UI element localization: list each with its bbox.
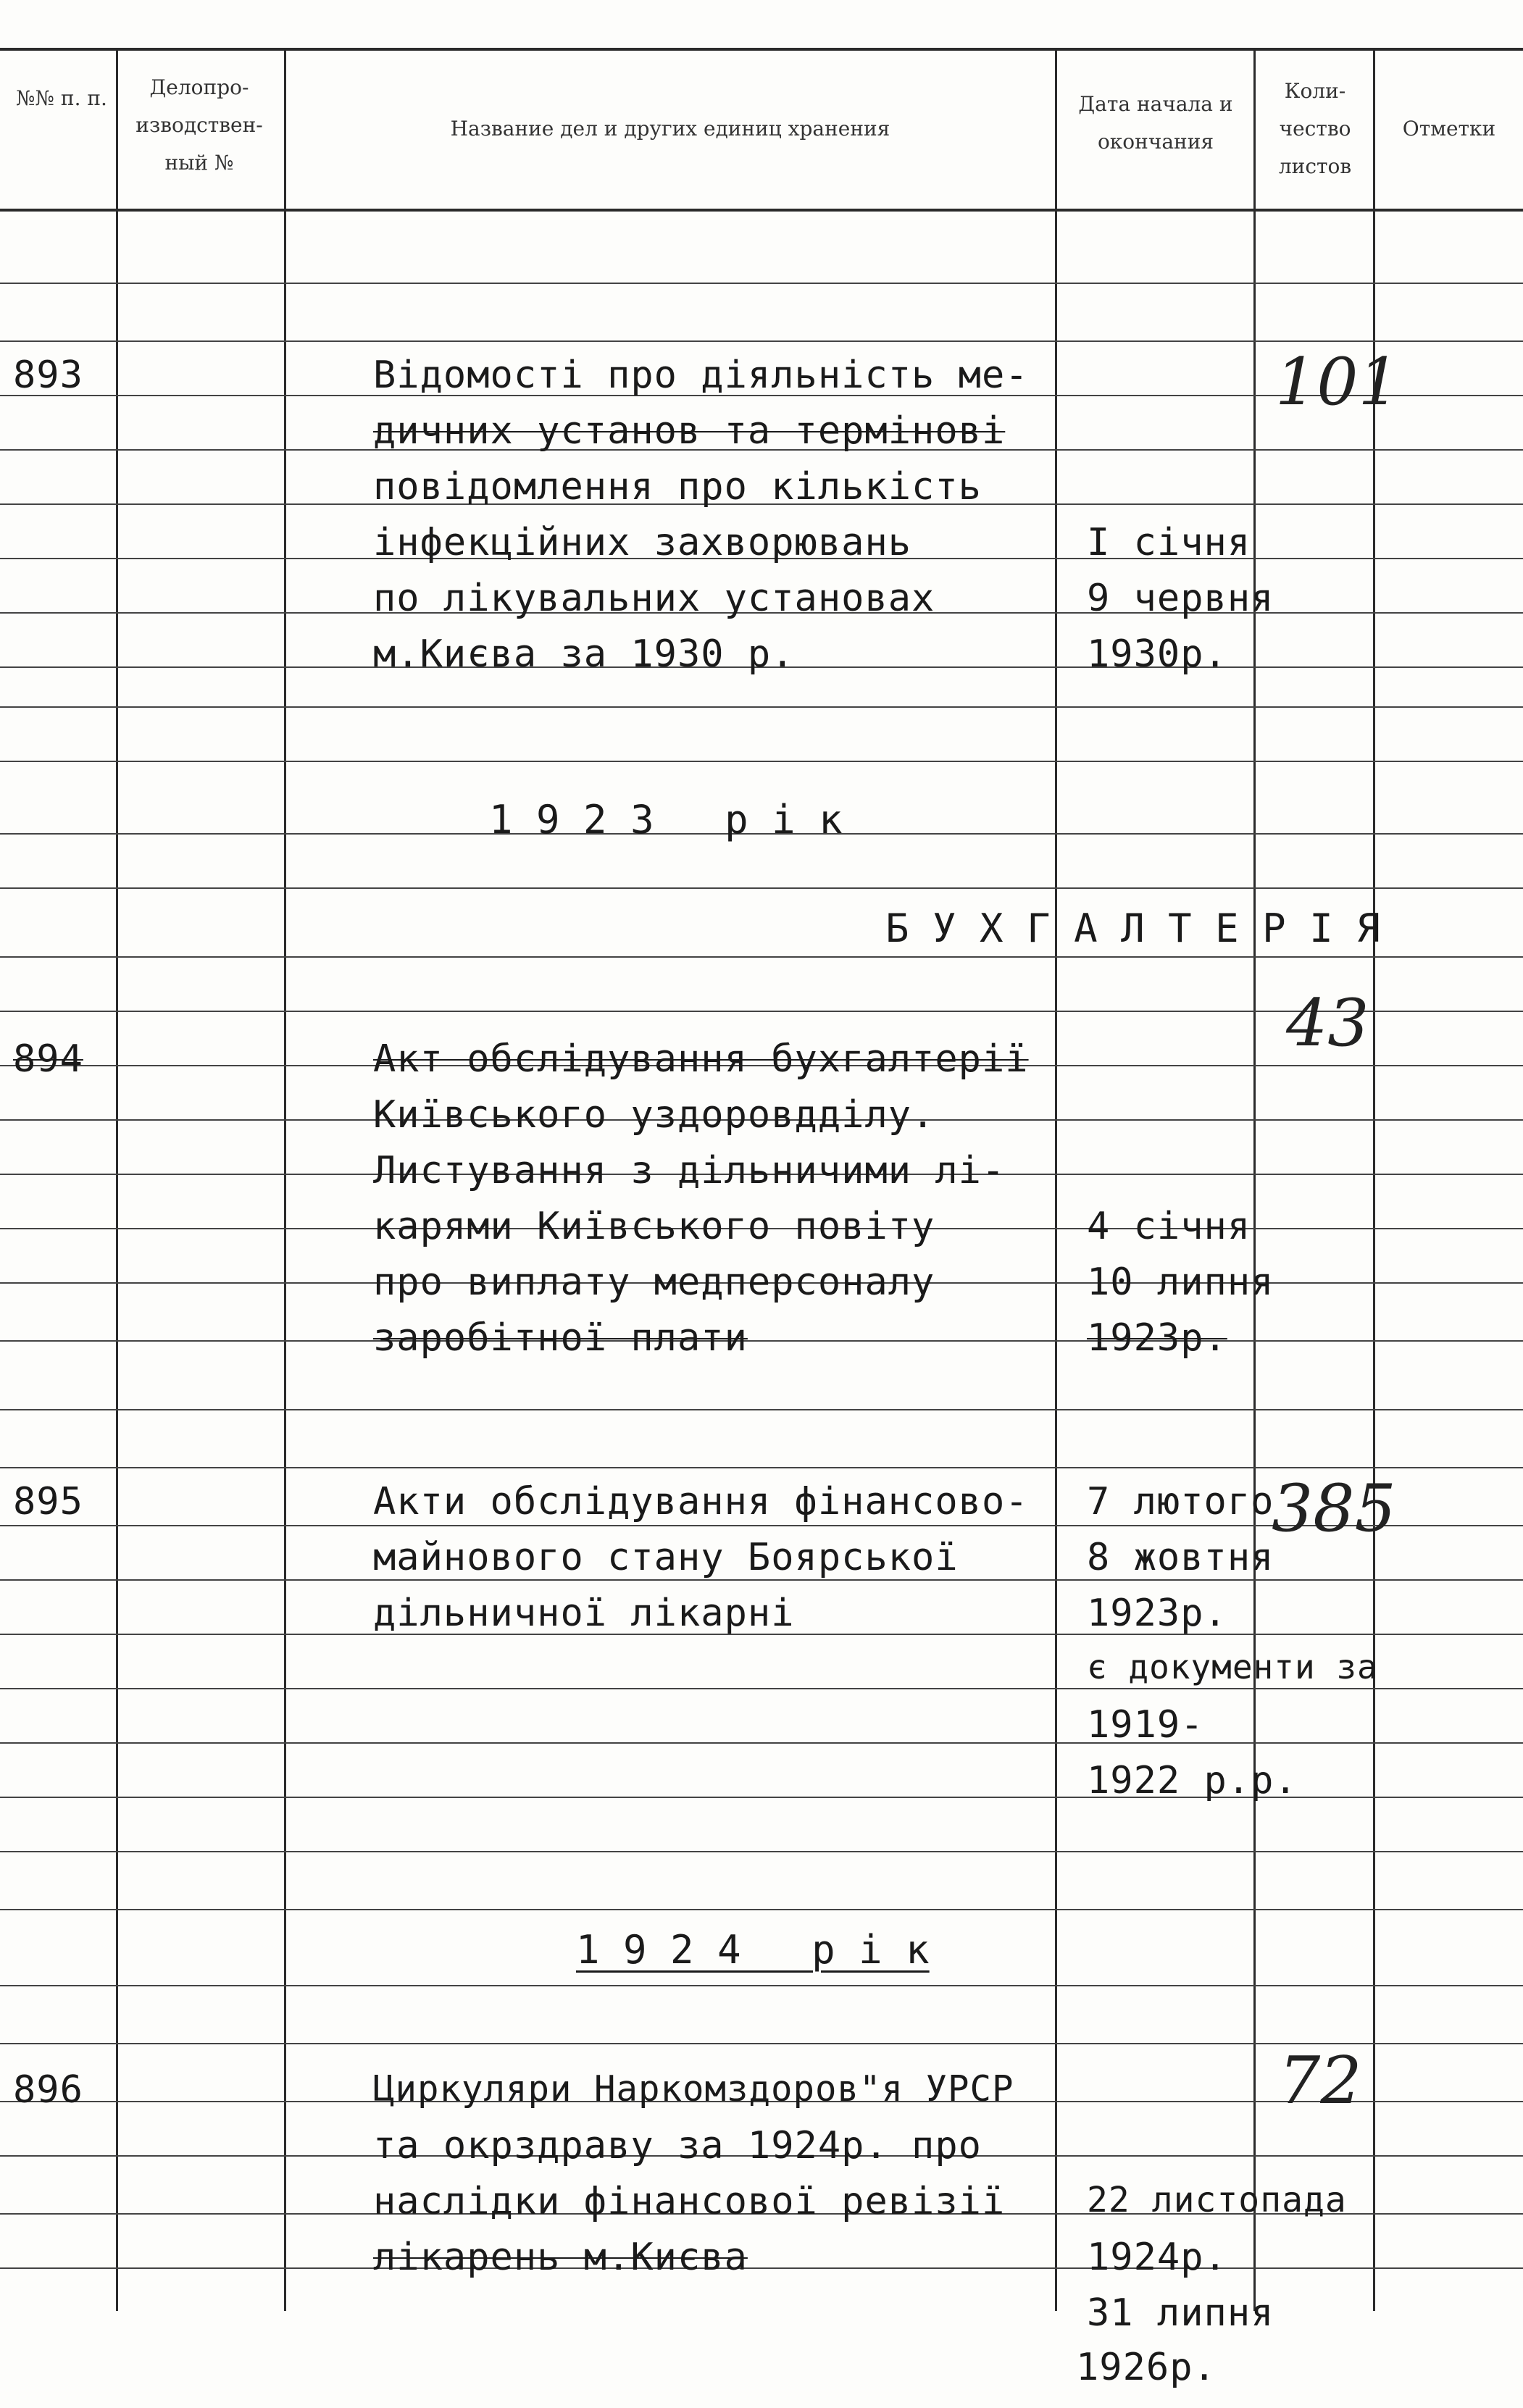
- top-rule: [0, 48, 1523, 51]
- entry-date-line: I січня: [1087, 521, 1251, 564]
- entry-title-line: Відомості про діяльність ме-: [373, 354, 1029, 397]
- row-rule: [0, 956, 1523, 958]
- entry-date-line: 8 жовтня: [1087, 1536, 1274, 1579]
- row-rule: [0, 1742, 1523, 1744]
- section-accounting: Б У Х Г А Л Т Е Р І Я: [885, 906, 1380, 951]
- entry-sheet-count: 72: [1279, 2043, 1362, 2119]
- row-rule: [0, 1409, 1523, 1410]
- section-year-1923: 1 9 2 3 р і к: [489, 797, 843, 843]
- entry-title-line: Київського уздоровдділу.: [373, 1093, 935, 1137]
- entry-title-line: та окрздраву за 1924р. про: [373, 2124, 982, 2167]
- entry-date-line: 1919-: [1087, 1703, 1204, 1747]
- entry-title-line: повідомлення про кількість: [373, 465, 982, 509]
- entry-date-line: 31 липня: [1087, 2291, 1274, 2335]
- header-rule: [0, 209, 1523, 212]
- header-count: Коли- чество листов: [1278, 79, 1352, 178]
- entry-title-line: Листування з дільничими лі-: [373, 1149, 1006, 1192]
- entry-title-line: дичних установ та термінові: [373, 409, 1006, 453]
- entry-title-line: Акт обслідування бухгалтерії: [373, 1037, 1029, 1081]
- section-year-1924: 1 9 2 4 р і к: [576, 1927, 930, 1973]
- entry-number: 893: [13, 354, 83, 397]
- row-rule: [0, 1340, 1523, 1342]
- entry-date-line: 1923р.: [1087, 1592, 1227, 1635]
- row-rule: [0, 1688, 1523, 1689]
- entry-title-line: наслідки фінансової ревізії: [373, 2180, 1006, 2223]
- header-number: №№ п. п.: [16, 86, 107, 110]
- col-divider-2: [284, 51, 286, 2311]
- header-title: Название дел и других единиц хранения: [450, 117, 890, 141]
- header-office-no: Делопро- изводствен- ный №: [135, 75, 263, 175]
- entry-title-line: Циркуляри Наркомздоров"я УРСР: [373, 2068, 1014, 2110]
- col-divider-1: [116, 51, 118, 2311]
- row-rule: [0, 887, 1523, 889]
- entry-title-line: про виплату медперсоналу: [373, 1261, 935, 1304]
- entry-title-line: майнового стану Боярської: [373, 1536, 959, 1579]
- col-divider-3: [1055, 51, 1057, 2311]
- entry-number: 896: [13, 2068, 83, 2112]
- entry-title-line: карями Київського повіту: [373, 1205, 935, 1248]
- entry-title-line: м.Києва за 1930 р.: [373, 632, 795, 676]
- entry-date-line: 22 листопада: [1087, 2180, 1347, 2220]
- entry-title-line: лікарень м.Києва: [373, 2236, 748, 2279]
- entry-date-line: 1924р.: [1087, 2236, 1227, 2279]
- entry-number: 895: [13, 1480, 83, 1523]
- entry-title-line: Акти обслідування фінансово-: [373, 1480, 1029, 1523]
- row-rule: [0, 1909, 1523, 1910]
- entry-date-line: 1923р.: [1087, 1316, 1227, 1360]
- col-divider-4: [1253, 51, 1256, 2311]
- header-dates: Дата начала и окончания: [1078, 92, 1233, 154]
- row-rule: [0, 706, 1523, 708]
- row-rule: [0, 1579, 1523, 1581]
- row-rule: [0, 340, 1523, 342]
- entry-date-line: 4 січня: [1087, 1205, 1251, 1248]
- header-notes: Отметки: [1402, 117, 1496, 141]
- entry-title-line: інфекційних захворювань: [373, 521, 912, 564]
- row-rule: [0, 283, 1523, 284]
- entry-date-line: 1930р.: [1087, 632, 1227, 676]
- row-rule: [0, 1985, 1523, 1986]
- row-rule: [0, 1467, 1523, 1468]
- entry-sheet-count: 43: [1286, 985, 1369, 1061]
- row-rule: [0, 1851, 1523, 1852]
- entry-number: 894: [13, 1037, 83, 1081]
- entry-date-line: є документи за: [1087, 1647, 1378, 1686]
- row-rule: [0, 761, 1523, 762]
- entry-title-line: заробітної плати: [373, 1316, 748, 1360]
- entry-date-line: 10 липня: [1087, 1261, 1274, 1304]
- entry-title-line: дільничної лікарні: [373, 1592, 795, 1635]
- entry-date-line: 7 лютого: [1087, 1480, 1274, 1523]
- entry-sheet-count: 385: [1272, 1471, 1396, 1547]
- entry-date-line: 1922 р.р.: [1087, 1759, 1298, 1802]
- entry-sheet-count: 101: [1275, 344, 1400, 420]
- entry-title-line: по лікувальних установах: [373, 577, 935, 620]
- entry-date-line: 1926р.: [1076, 2346, 1217, 2389]
- entry-date-line: 9 червня: [1087, 577, 1274, 620]
- row-rule: [0, 2267, 1523, 2269]
